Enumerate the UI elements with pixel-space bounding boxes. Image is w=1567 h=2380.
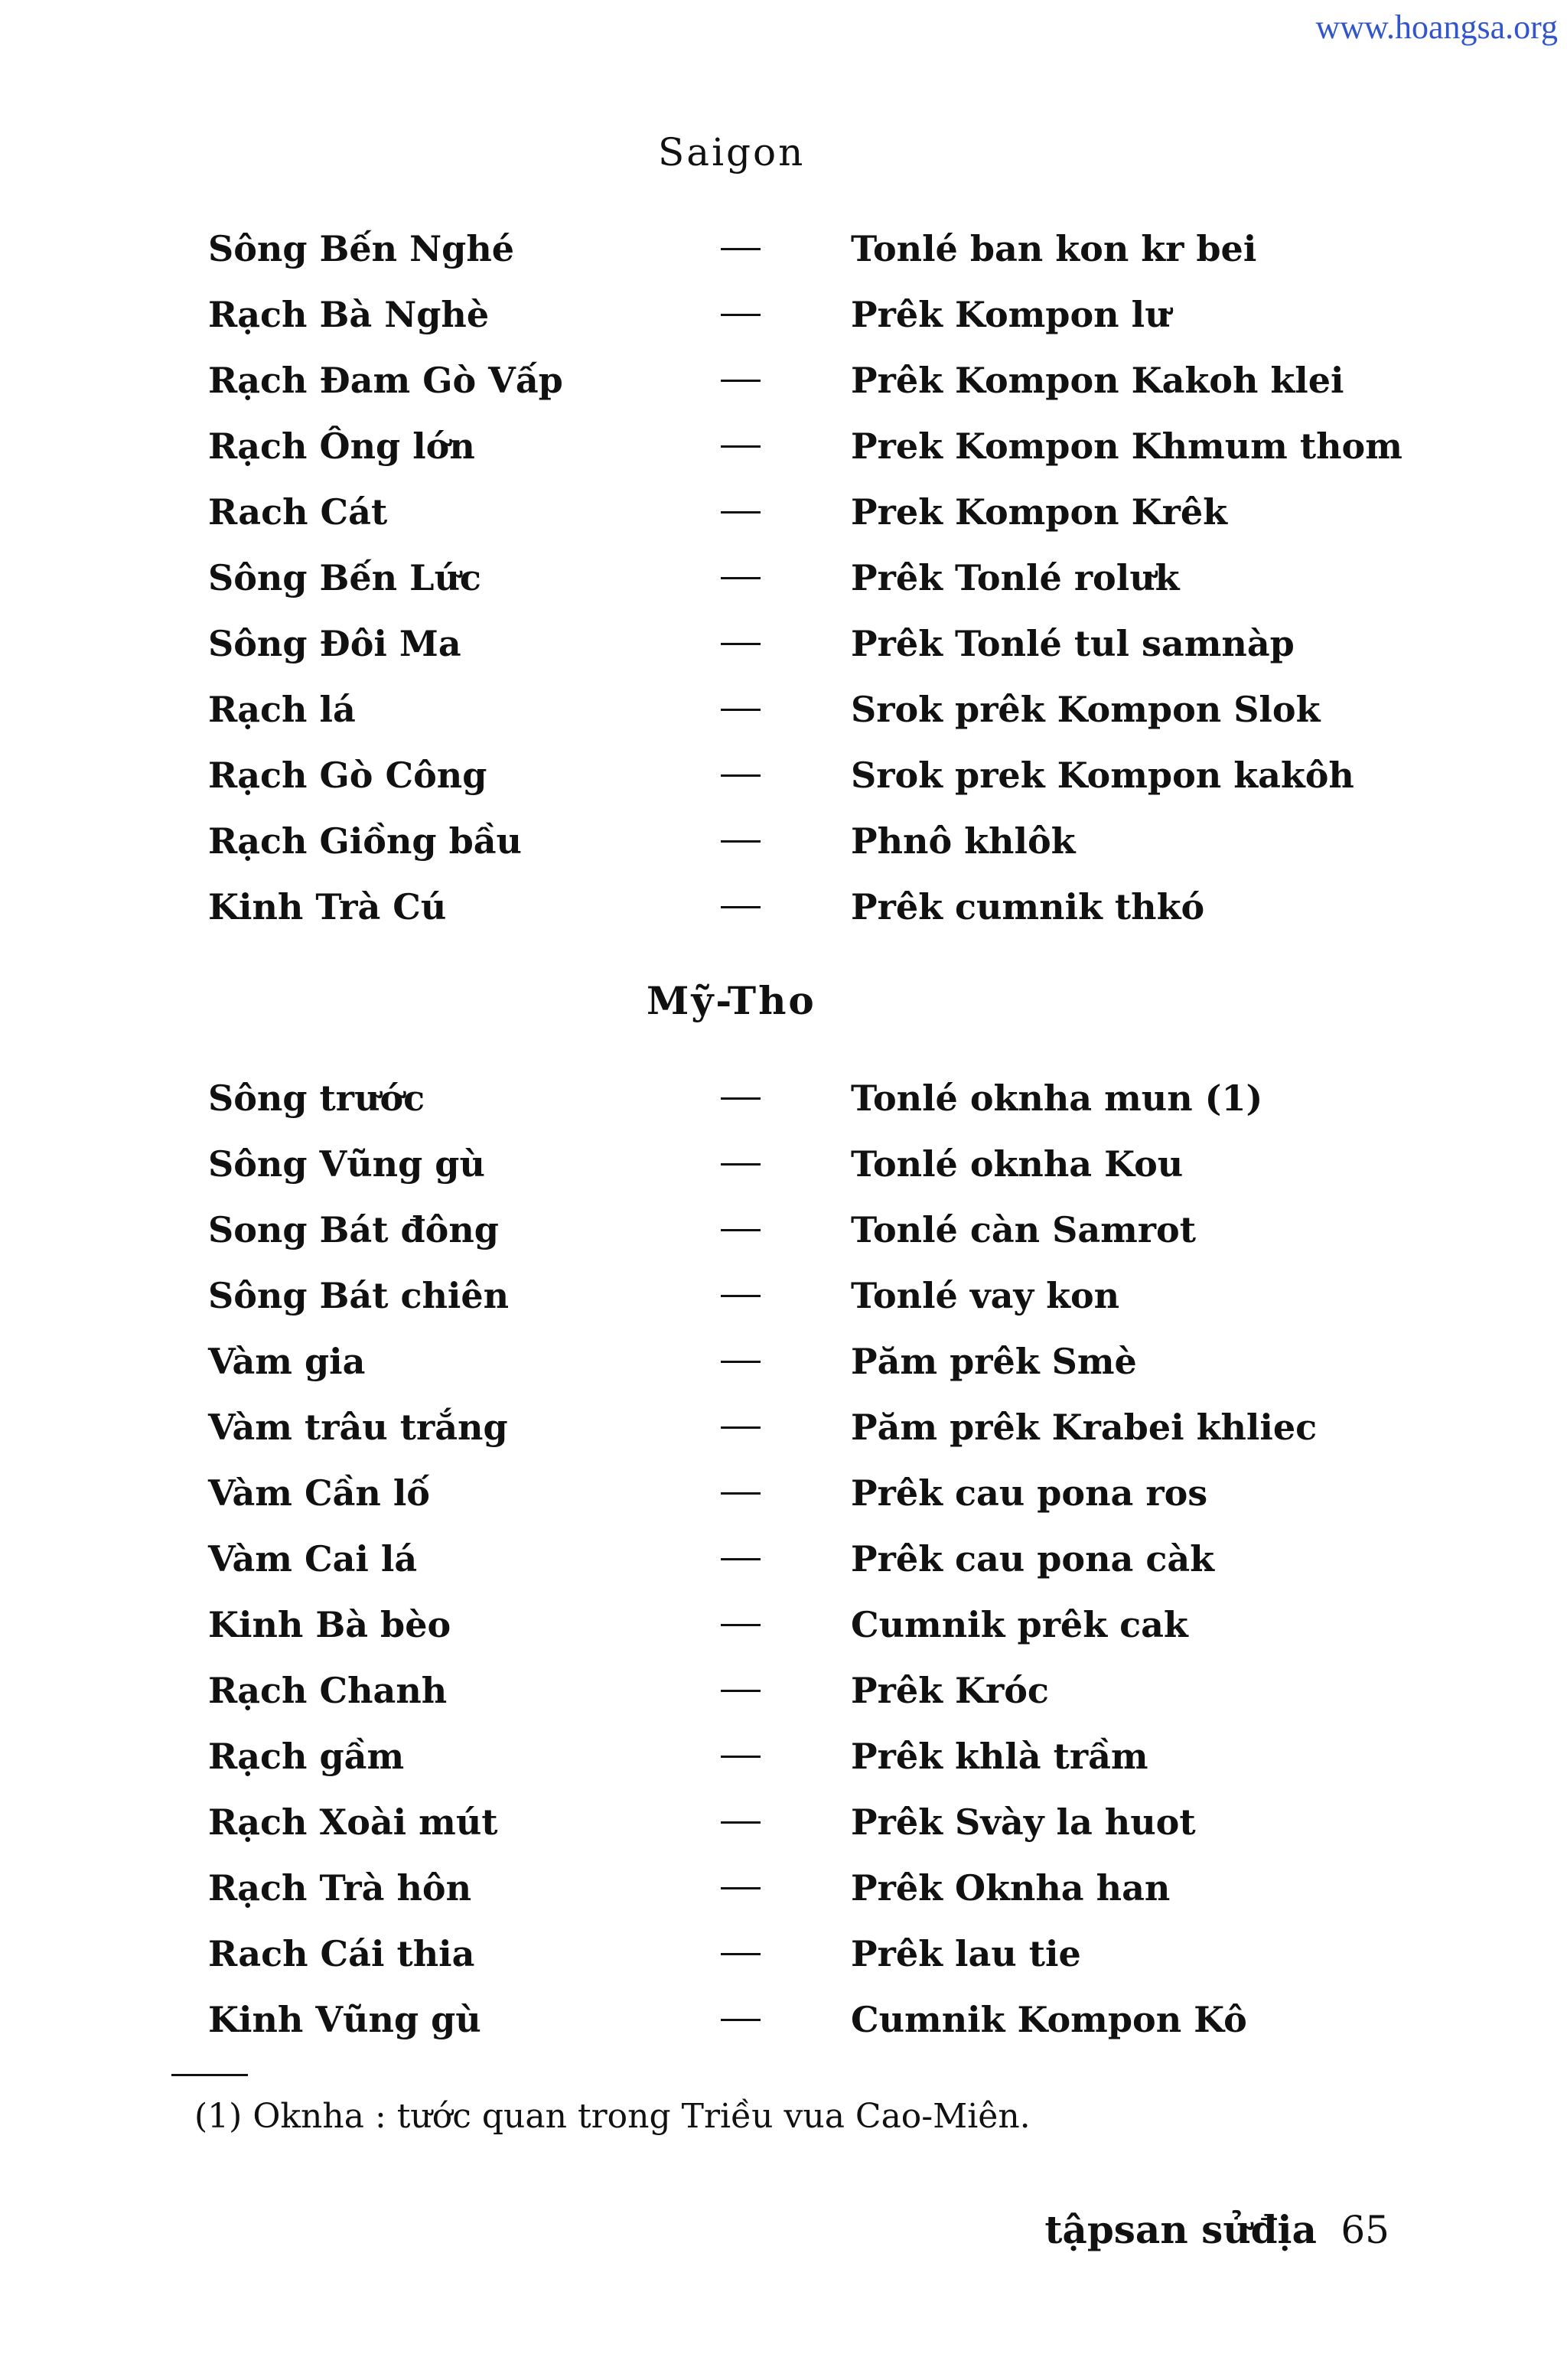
vietnamese-name: Sông Bến Lức	[208, 557, 481, 598]
table-row	[208, 874, 1402, 940]
vietnamese-name: Rạch Trà hôn	[208, 1867, 472, 1909]
vietnamese-name: Sông Bát chiên	[208, 1275, 510, 1316]
dash-separator	[721, 380, 761, 382]
khmer-name: Srok prêk Kompon Slok	[851, 689, 1321, 730]
table-mytho	[208, 1065, 1402, 2052]
table-row	[208, 1855, 1402, 1921]
vietnamese-name: Vàm Cần lố	[208, 1472, 430, 1514]
vietnamese-name: Rạch Giồng bầu	[208, 820, 522, 862]
table-row	[208, 282, 1402, 347]
vietnamese-name: Rạch Chanh	[208, 1670, 448, 1711]
vietnamese-name: Rạch Xoài mút	[208, 1801, 498, 1843]
vietnamese-name: Rạch lá	[208, 689, 356, 730]
table-row	[208, 479, 1402, 545]
vietnamese-name: Vàm gia	[208, 1341, 366, 1382]
dash-separator	[721, 2019, 761, 2021]
dash-separator	[721, 643, 761, 645]
khmer-name: Tonlé ban kon kr bei	[851, 228, 1257, 269]
khmer-name: Prêk lau tie	[851, 1933, 1081, 1974]
dash-separator	[721, 709, 761, 711]
dash-separator	[721, 1163, 761, 1166]
table-row	[208, 1921, 1402, 1987]
dash-separator	[721, 1756, 761, 1758]
dash-separator	[721, 1624, 761, 1626]
khmer-name: Tonlé càn Samrot	[851, 1209, 1196, 1250]
page-footer	[1044, 2207, 1389, 2252]
table-row	[208, 742, 1402, 808]
vietnamese-name: Vàm Cai lá	[208, 1538, 418, 1580]
khmer-name: Prêk Tonlé tul samnàp	[851, 623, 1295, 664]
dash-separator	[721, 314, 761, 316]
table-row	[208, 677, 1402, 742]
dash-separator	[721, 511, 761, 513]
vietnamese-name: Rạch gầm	[208, 1736, 405, 1777]
khmer-name: Prêk cumnik thkó	[851, 886, 1205, 928]
table-row	[208, 1592, 1402, 1658]
dash-separator	[721, 1229, 761, 1231]
vietnamese-name: Song Bát đông	[208, 1209, 499, 1250]
table-row	[208, 1394, 1402, 1460]
table-row	[208, 808, 1402, 874]
khmer-name: Prek Kompon Krêk	[851, 491, 1227, 533]
dash-separator	[721, 906, 761, 908]
vietnamese-name: Sông Đôi Ma	[208, 623, 461, 664]
khmer-name: Tonlé oknha Kou	[851, 1143, 1184, 1185]
table-row	[208, 1723, 1402, 1789]
khmer-name: Prêk Kompon lư	[851, 294, 1171, 335]
khmer-name: Tonlé oknha mun (1)	[851, 1078, 1263, 1119]
table-row	[208, 545, 1402, 611]
vietnamese-name: Rach Cát	[208, 491, 388, 533]
vietnamese-name: Sông Vũng gù	[208, 1143, 485, 1185]
khmer-name: Prêk cau pona ros	[851, 1472, 1208, 1514]
dash-separator	[721, 1097, 761, 1100]
vietnamese-name: Rạch Gò Công	[208, 755, 487, 796]
table-row	[208, 1197, 1402, 1263]
dash-separator	[721, 774, 761, 777]
dash-separator	[721, 1558, 761, 1560]
khmer-name: Prêk khlà trầm	[851, 1736, 1148, 1777]
dash-separator	[721, 1887, 761, 1889]
footnote: (1) Oknha : tước quan trong Triều vua Cao-Miên.	[194, 2097, 1031, 2136]
khmer-name: Cumnik prêk cak	[851, 1604, 1188, 1645]
khmer-name: Prêk Svày la huot	[851, 1801, 1196, 1843]
khmer-name: Phnô khlôk	[851, 820, 1076, 862]
footnote-rule	[171, 2074, 248, 2076]
dash-separator	[721, 577, 761, 579]
table-row	[208, 1526, 1402, 1592]
table-row	[208, 1987, 1402, 2052]
khmer-name: Srok prek Kompon kakôh	[851, 755, 1354, 796]
dash-separator	[721, 1492, 761, 1495]
vietnamese-name: Kinh Bà bèo	[208, 1604, 451, 1645]
table-row	[208, 1658, 1402, 1723]
dash-separator	[721, 445, 761, 448]
vietnamese-name: Vàm trâu trắng	[208, 1407, 508, 1448]
table-row	[208, 413, 1402, 479]
khmer-name: Cumnik Kompon Kô	[851, 1999, 1247, 2040]
table-saigon	[208, 216, 1402, 940]
khmer-name: Prêk Kompon Kakoh klei	[851, 360, 1344, 401]
vietnamese-name: Kinh Trà Cú	[208, 886, 447, 928]
publication-name: tậpsan sửđịa	[1044, 2207, 1317, 2252]
table-row	[208, 1460, 1402, 1526]
vietnamese-name: Rach Cái thia	[208, 1933, 475, 1974]
dash-separator	[721, 248, 761, 250]
khmer-name: Prêk cau pona càk	[851, 1538, 1215, 1580]
khmer-name: Prêk Króc	[851, 1670, 1049, 1711]
dash-separator	[721, 1295, 761, 1297]
khmer-name: Prêk Tonlé rolưk	[851, 557, 1180, 598]
khmer-name: Prêk Oknha han	[851, 1867, 1171, 1909]
vietnamese-name: Rạch Ông lớn	[208, 425, 475, 467]
khmer-name: Tonlé vay kon	[851, 1275, 1120, 1316]
khmer-name: Păm prêk Krabei khliec	[851, 1407, 1318, 1448]
vietnamese-name: Rạch Bà Nghè	[208, 294, 490, 335]
section-title-mytho: Mỹ-Tho	[647, 978, 816, 1023]
khmer-name: Prek Kompon Khmum thom	[851, 425, 1402, 467]
table-row	[208, 347, 1402, 413]
page-number: 65	[1341, 2208, 1389, 2252]
vietnamese-name: Sông trước	[208, 1078, 425, 1119]
dash-separator	[721, 1953, 761, 1955]
table-row	[208, 1263, 1402, 1329]
dash-separator	[721, 1426, 761, 1429]
vietnamese-name: Sông Bến Nghé	[208, 228, 515, 269]
vietnamese-name: Kinh Vũng gù	[208, 1999, 481, 2040]
table-row	[208, 611, 1402, 677]
dash-separator	[721, 1821, 761, 1824]
dash-separator	[721, 840, 761, 843]
table-row	[208, 1789, 1402, 1855]
dash-separator	[721, 1690, 761, 1692]
dash-separator	[721, 1361, 761, 1363]
table-row	[208, 216, 1402, 282]
table-row	[208, 1065, 1402, 1131]
table-row	[208, 1131, 1402, 1197]
table-row	[208, 1329, 1402, 1394]
section-title-saigon: Saigon	[658, 130, 806, 174]
vietnamese-name: Rạch Đam Gò Vấp	[208, 360, 563, 401]
khmer-name: Păm prêk Smè	[851, 1341, 1137, 1382]
watermark: www.hoangsa.org	[1315, 8, 1558, 46]
